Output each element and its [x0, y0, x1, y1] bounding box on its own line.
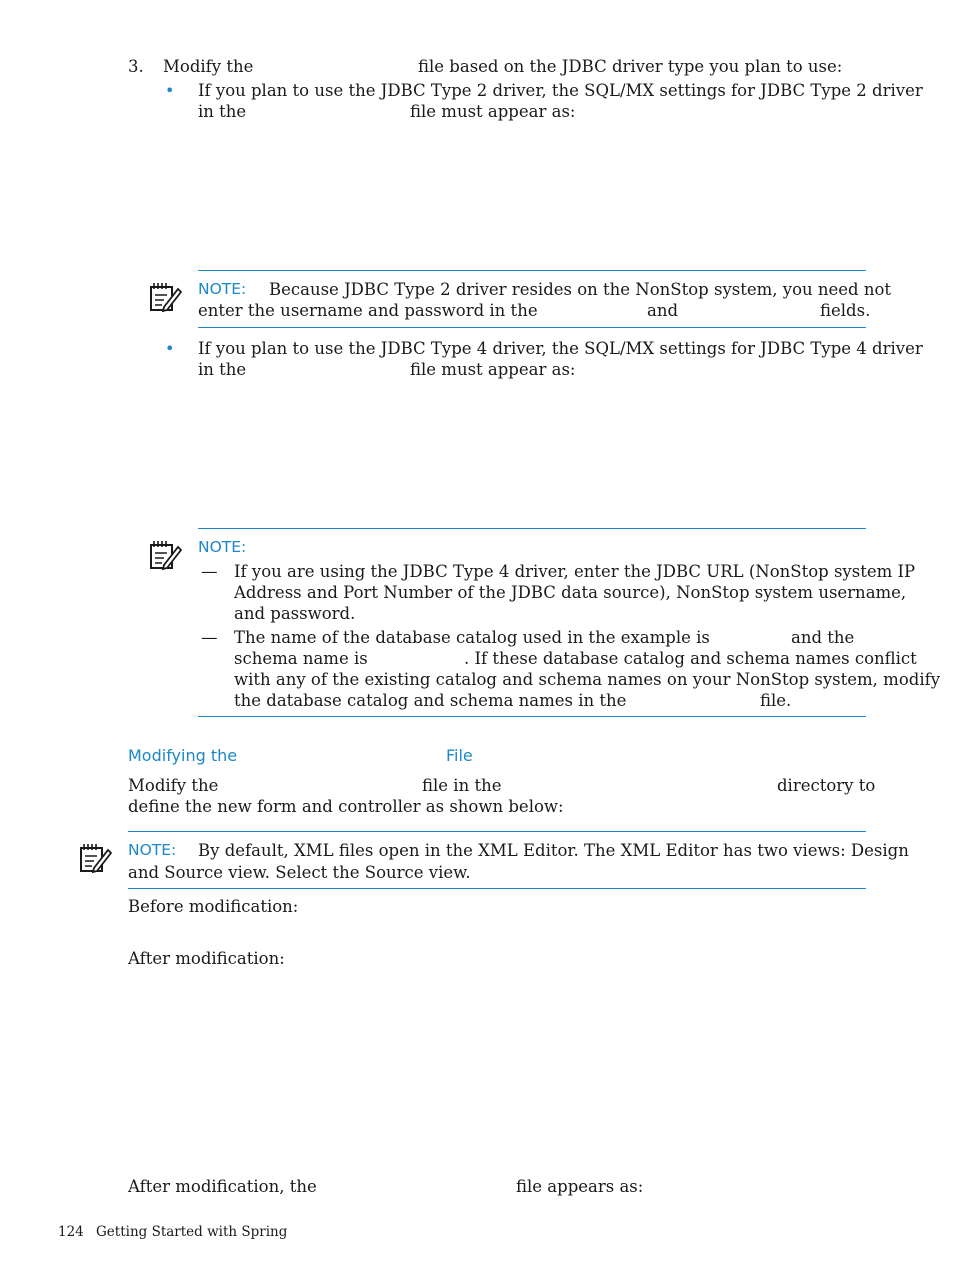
- page-number: 124: [58, 1224, 84, 1240]
- note-top-rule: [128, 831, 866, 832]
- bullet-marker: •: [165, 81, 175, 100]
- after-file-text-end: file appears as:: [516, 1177, 644, 1196]
- note-label: NOTE:: [198, 280, 247, 298]
- dash-marker: —: [201, 562, 218, 581]
- note-top-rule: [198, 528, 866, 529]
- note-bottom-rule: [128, 888, 866, 889]
- para-line1-end: directory to: [777, 776, 876, 795]
- after-file-text-start: After modification, the: [128, 1177, 317, 1196]
- note-label: NOTE:: [198, 538, 247, 556]
- note-text-line1: Because JDBC Type 2 driver resides on the NonStop system, you need not: [269, 280, 892, 299]
- bullet-marker: •: [165, 339, 175, 358]
- step-text-start: Modify the: [163, 57, 254, 76]
- note-item1-line2: Address and Port Number of the JDBC data source), NonStop system username,: [234, 583, 907, 602]
- para-line2: define the new form and controller as shown below:: [128, 797, 564, 816]
- note-bottom-rule: [198, 716, 866, 717]
- note-icon: [78, 842, 112, 874]
- dash-marker: —: [201, 628, 218, 647]
- footer-title: Getting Started with Spring: [96, 1224, 288, 1240]
- step-number: 3.: [128, 57, 144, 76]
- before-modification-label: Before modification:: [128, 897, 299, 916]
- section-heading-end: File: [446, 746, 473, 765]
- note-text-line2-start: enter the username and password in the: [198, 301, 538, 320]
- note-icon: [148, 539, 182, 571]
- bullet-text-line1: If you plan to use the JDBC Type 2 driver, the SQL/MX settings for JDBC Type 2 driver: [198, 81, 923, 100]
- note-bottom-rule: [198, 327, 866, 328]
- bullet-text-line2-end: file must appear as:: [410, 102, 576, 121]
- note-item2-line4-start: the database catalog and schema names in the: [234, 691, 627, 710]
- note-item2-line2-start: schema name is: [234, 649, 368, 668]
- note-item2-line1-end: and the: [791, 628, 855, 647]
- note-text-line2: and Source view. Select the Source view.: [128, 863, 471, 882]
- step-text-end: file based on the JDBC driver type you plan to use:: [418, 57, 843, 76]
- note-text-line1: By default, XML files open in the XML Editor. The XML Editor has two views: Design: [198, 841, 909, 860]
- note-item1-line1: If you are using the JDBC Type 4 driver, enter the JDBC URL (NonStop system IP: [234, 562, 916, 581]
- bullet-text-line2-start: in the: [198, 102, 247, 121]
- note-icon: [148, 281, 182, 313]
- note-item2-line2-end: . If these database catalog and schema names conflict: [464, 649, 917, 668]
- para-line1-mid: file in the: [422, 776, 502, 795]
- note-item1-line3: and password.: [234, 604, 356, 623]
- after-modification-label: After modification:: [128, 949, 285, 968]
- note-label: NOTE:: [128, 841, 177, 859]
- bullet-text-line2-end: file must appear as:: [410, 360, 576, 379]
- para-line1-start: Modify the: [128, 776, 219, 795]
- note-item2-line1-start: The name of the database catalog used in the example is: [234, 628, 710, 647]
- note-item2-line3: with any of the existing catalog and schema names on your NonStop system, modify: [234, 670, 941, 689]
- section-heading-start: Modifying the: [128, 746, 238, 765]
- note-item2-line4-end: file.: [760, 691, 792, 710]
- bullet-text-line1: If you plan to use the JDBC Type 4 driver, the SQL/MX settings for JDBC Type 4 driver: [198, 339, 923, 358]
- bullet-text-line2-start: in the: [198, 360, 247, 379]
- note-text-line2-mid: and: [647, 301, 679, 320]
- note-top-rule: [198, 270, 866, 271]
- note-text-line2-end: fields.: [820, 301, 871, 320]
